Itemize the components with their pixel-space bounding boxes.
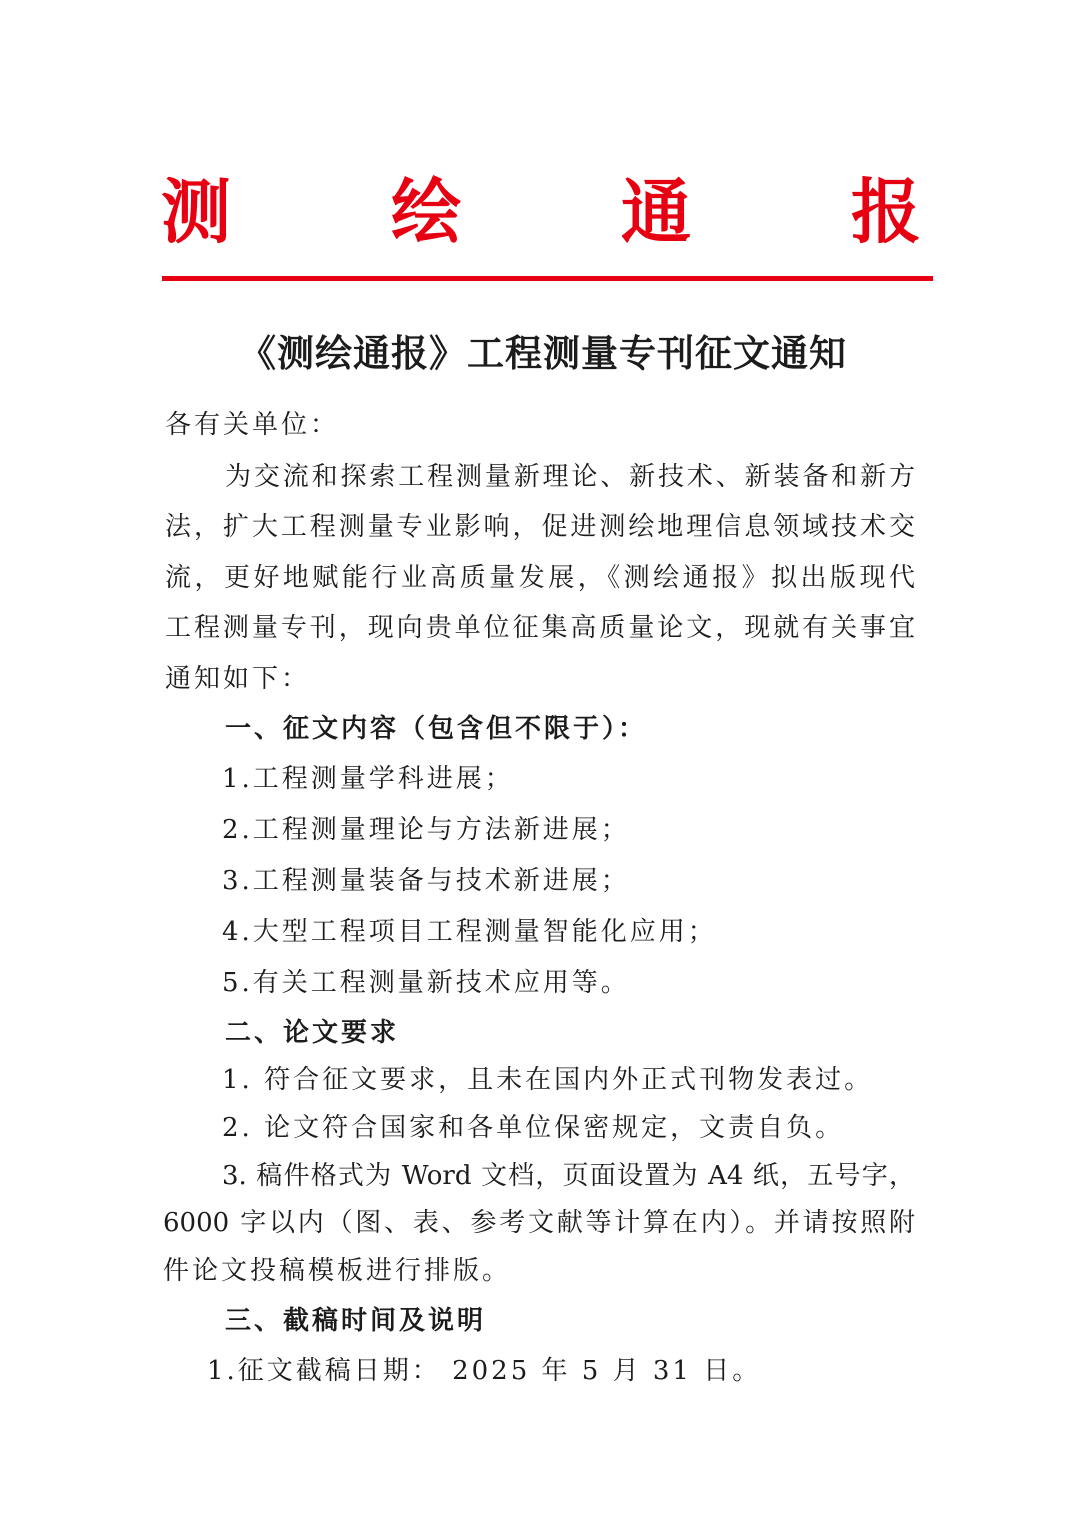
list-item-continuation: 件论文投稿模板进行排版。 [163,1256,512,1286]
list-item: 5.有关工程测量新技术应用等。 [222,968,630,998]
list-item: 2.工程测量理论与方法新进展； [222,815,630,845]
section-heading: 一、征文内容（包含但不限于）： [225,714,648,744]
section-heading: 三、截稿时间及说明 [225,1306,487,1336]
masthead-char: 通 [621,170,691,253]
document-title: 《测绘通报》工程测量专刊征文通知 [239,331,847,375]
masthead-divider [162,276,933,281]
list-item: 2. 论文符合国家和各单位保密规定，文责自负。 [222,1113,845,1143]
masthead-char: 报 [851,170,921,253]
list-item: 1.征文截稿日期： 2025 年 5 月 31 日。 [207,1356,762,1386]
masthead-char: 绘 [391,170,461,253]
intro-line: 法，扩大工程测量专业影响，促进测绘地理信息领域技术交 [165,512,915,542]
intro-line: 通知如下： [165,664,311,694]
intro-line: 工程测量专刊，现向贵单位征集高质量论文，现就有关事宜 [165,613,915,643]
list-item: 3. 稿件格式为 Word 文档，页面设置为 A4 纸，五号字， [222,1161,915,1191]
section-heading: 二、论文要求 [225,1018,400,1048]
list-item-continuation: 6000 字以内（图、表、参考文献等计算在内）。并请按照附 [163,1208,915,1238]
intro-line: 流，更好地赋能行业高质量发展，《测绘通报》拟出版现代 [165,563,915,593]
list-item: 1.工程测量学科进展； [222,764,514,794]
salutation: 各有关单位： [165,410,340,440]
intro-line: 为交流和探索工程测量新理论、新技术、新装备和新方 [225,462,915,492]
masthead-char: 测 [161,170,231,253]
list-item: 3.工程测量装备与技术新进展； [222,866,630,896]
list-item: 4.大型工程项目工程测量智能化应用； [222,917,717,947]
list-item: 1. 符合征文要求，且未在国内外正式刊物发表过。 [222,1065,874,1095]
